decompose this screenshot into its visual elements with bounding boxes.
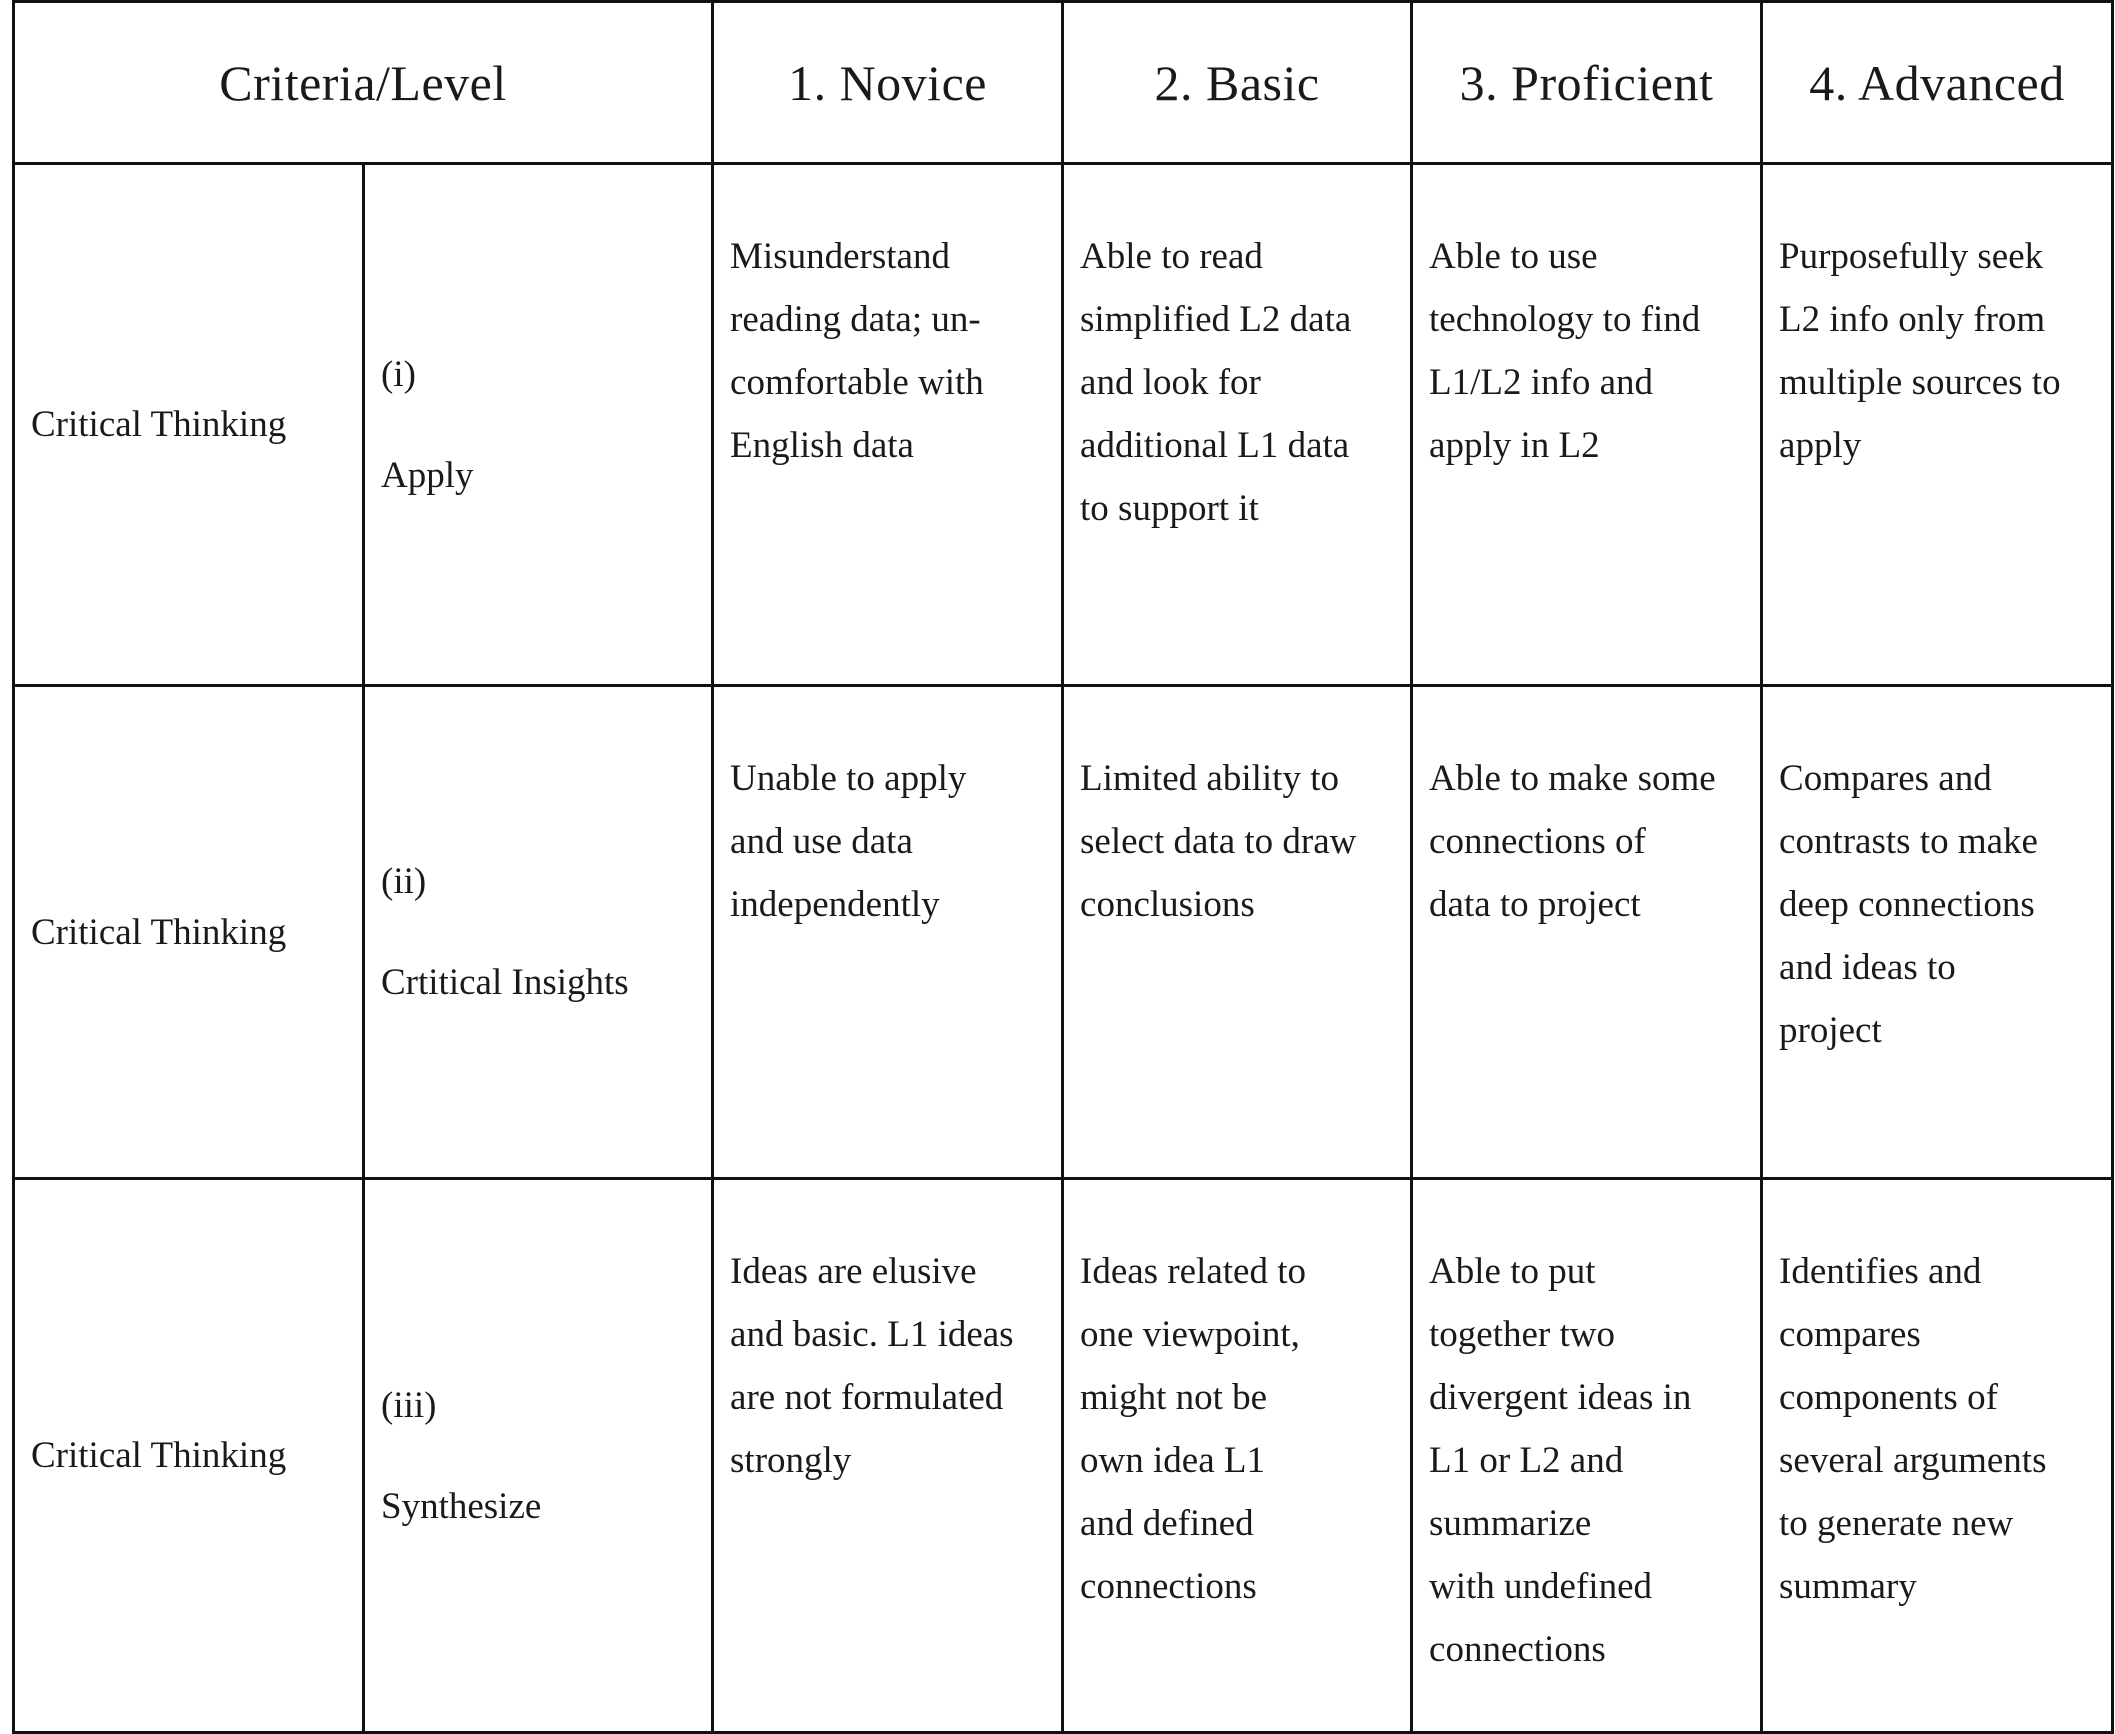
rubric-table <box>12 0 2114 1734</box>
descriptor-line: might not be <box>1080 1377 1268 1418</box>
descriptor-line: and use data <box>730 821 913 862</box>
descriptor-cell-basic <box>1063 164 1412 686</box>
descriptor-line: multiple sources to <box>1779 362 2061 403</box>
level-header-proficient: 3. Proficient <box>1412 2 1762 164</box>
descriptor-line: connections of <box>1429 821 1646 862</box>
criteria-cell: Critical Thinking <box>14 686 364 1179</box>
criteria-cell: Critical Thinking <box>14 164 364 686</box>
descriptor-line: apply in L2 <box>1429 425 1600 466</box>
descriptor-line: Ideas related to <box>1080 1251 1307 1292</box>
descriptor-line: Able to make some <box>1429 758 1716 799</box>
subcriteria-cell <box>364 1179 713 1733</box>
descriptor-cell-novice <box>713 164 1063 686</box>
level-header-basic: 2. Basic <box>1063 2 1412 164</box>
descriptor-line: comfortable with <box>730 362 984 403</box>
subcriteria-number: (i) <box>381 353 416 395</box>
table-row <box>14 1179 2113 1733</box>
descriptor-line: project <box>1779 1010 1882 1051</box>
descriptor-line: reading data; un- <box>730 299 981 340</box>
descriptor-line: simplified L2 data <box>1080 299 1352 340</box>
descriptor-line: summary <box>1779 1566 1917 1607</box>
descriptor-line: summarize <box>1429 1503 1592 1544</box>
descriptor-line: Able to read <box>1080 236 1263 277</box>
descriptor-line: additional L1 data <box>1080 425 1350 466</box>
descriptor-line: data to project <box>1429 884 1641 925</box>
descriptor-cell-advanced <box>1762 1179 2113 1733</box>
descriptor-line: L1/L2 info and <box>1429 362 1654 403</box>
descriptor-line: L1 or L2 and <box>1429 1440 1624 1481</box>
table-row <box>14 686 2113 1179</box>
descriptor-line: deep connections <box>1779 884 2035 925</box>
descriptor-line: strongly <box>730 1440 852 1481</box>
descriptor-cell-proficient <box>1412 686 1762 1179</box>
descriptor-line: with undefined <box>1429 1566 1652 1607</box>
subcriteria-number: (iii) <box>381 1384 437 1426</box>
descriptor-line: conclusions <box>1080 884 1255 925</box>
descriptor-line: to generate new <box>1779 1503 2014 1544</box>
descriptor-line: together two <box>1429 1314 1615 1355</box>
descriptor-line: divergent ideas in <box>1429 1377 1692 1418</box>
descriptor-cell-proficient <box>1412 1179 1762 1733</box>
level-header-novice: 1. Novice <box>713 2 1063 164</box>
descriptor-line: select data to draw <box>1080 821 1357 862</box>
descriptor-line: to support it <box>1080 488 1259 529</box>
subcriteria-cell <box>364 686 713 1179</box>
descriptor-cell-basic <box>1063 686 1412 1179</box>
table-row <box>14 164 2113 686</box>
descriptor-line: connections <box>1429 1629 1606 1670</box>
descriptor-line: apply <box>1779 425 1862 466</box>
descriptor-line: Identifies and <box>1779 1251 1982 1292</box>
descriptor-line: Able to use <box>1429 236 1598 277</box>
descriptor-cell-advanced <box>1762 686 2113 1179</box>
descriptor-cell-advanced <box>1762 164 2113 686</box>
descriptor-line: L2 info only from <box>1779 299 2046 340</box>
descriptor-line: technology to find <box>1429 299 1701 340</box>
descriptor-cell-novice <box>713 1179 1063 1733</box>
criteria-cell: Critical Thinking <box>14 1179 364 1733</box>
descriptor-line: Compares and <box>1779 758 1992 799</box>
descriptor-line: are not formulated <box>730 1377 1004 1418</box>
descriptor-line: connections <box>1080 1566 1257 1607</box>
descriptor-line: compares <box>1779 1314 1921 1355</box>
descriptor-line: and defined <box>1080 1503 1254 1544</box>
descriptor-line: Misunderstand <box>730 236 950 277</box>
descriptor-line: English data <box>730 425 914 466</box>
subcriteria-cell <box>364 164 713 686</box>
descriptor-cell-proficient <box>1412 164 1762 686</box>
descriptor-line: Limited ability to <box>1080 758 1339 799</box>
subcriteria-label: Apply <box>381 454 474 496</box>
descriptor-line: Unable to apply <box>730 758 967 799</box>
subcriteria-label: Synthesize <box>381 1485 542 1527</box>
descriptor-line: one viewpoint, <box>1080 1314 1300 1355</box>
descriptor-line: contrasts to make <box>1779 821 2038 862</box>
criteria-level-header: Criteria/Level <box>14 2 713 164</box>
level-header-advanced: 4. Advanced <box>1762 2 2113 164</box>
descriptor-line: and basic. L1 ideas <box>730 1314 1014 1355</box>
descriptor-line: independently <box>730 884 940 925</box>
descriptor-line: Purposefully seek <box>1779 236 2044 277</box>
header-row <box>14 2 2113 164</box>
descriptor-line: Able to put <box>1429 1251 1596 1292</box>
descriptor-line: and ideas to <box>1779 947 1956 988</box>
descriptor-line: and look for <box>1080 362 1261 403</box>
descriptor-line: components of <box>1779 1377 1998 1418</box>
subcriteria-number: (ii) <box>381 861 427 902</box>
descriptor-line: own idea L1 <box>1080 1440 1265 1481</box>
descriptor-cell-basic <box>1063 1179 1412 1733</box>
descriptor-line: several arguments <box>1779 1440 2047 1481</box>
subcriteria-label: Crtitical Insights <box>381 962 629 1003</box>
descriptor-cell-novice <box>713 686 1063 1179</box>
descriptor-line: Ideas are elusive <box>730 1251 977 1292</box>
